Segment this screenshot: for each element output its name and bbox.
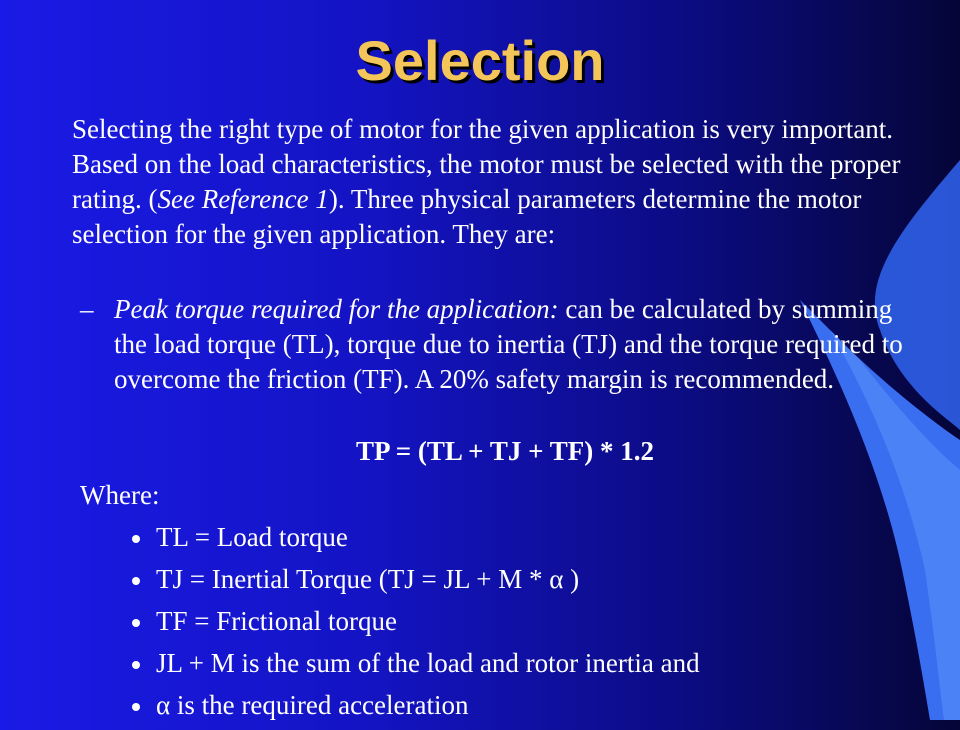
torque-formula: TP = (TL + TJ + TF) * 1.2 bbox=[356, 436, 654, 466]
sub-item-emphasis: Peak torque required for the application: bbox=[114, 294, 559, 324]
list-item bbox=[132, 646, 932, 688]
list-item-text: α is the required acceleration bbox=[156, 690, 469, 720]
list-item-text: TF = Frictional torque bbox=[156, 606, 397, 636]
dash-marker: – bbox=[80, 294, 94, 324]
sub-item-text bbox=[80, 292, 930, 397]
sub-item-body: can be calculated by summing the load torque (TL), torque due to inertia (TJ) and the torque required to overcome the friction (TF). A 20% safety margin is recommended. bbox=[114, 294, 903, 394]
list-item-text: TJ = Inertial Torque (TJ = JL + M * α ) bbox=[156, 564, 580, 594]
list-item bbox=[132, 520, 932, 562]
list-item-text: JL + M is the sum of the load and rotor inertia and bbox=[156, 648, 700, 678]
list-item bbox=[132, 562, 932, 604]
intro-paragraph bbox=[72, 112, 922, 252]
intro-text-part2: ). Three physical parameters determine the motor selection for the given application. They are: bbox=[72, 184, 862, 249]
list-item bbox=[132, 604, 932, 646]
slide-title: Selection bbox=[355, 29, 605, 92]
list-item-text: TL = Load torque bbox=[156, 522, 348, 552]
intro-text-part1: Selecting the right type of motor for the given application is very important. Based on the load characteristics, the motor must be selected with the proper rating. ( bbox=[72, 114, 901, 214]
reference-citation: See Reference 1 bbox=[157, 184, 329, 214]
list-item bbox=[132, 688, 932, 730]
bullet-dot-icon bbox=[132, 535, 140, 543]
bullet-dot-icon bbox=[132, 619, 140, 627]
bullet-dot-icon bbox=[132, 577, 140, 585]
definition-list bbox=[132, 520, 932, 730]
sub-item-peak-torque bbox=[80, 292, 930, 397]
bullet-dot-icon bbox=[132, 661, 140, 669]
where-label: Where: bbox=[80, 480, 160, 510]
bullet-dot-icon bbox=[132, 703, 140, 711]
